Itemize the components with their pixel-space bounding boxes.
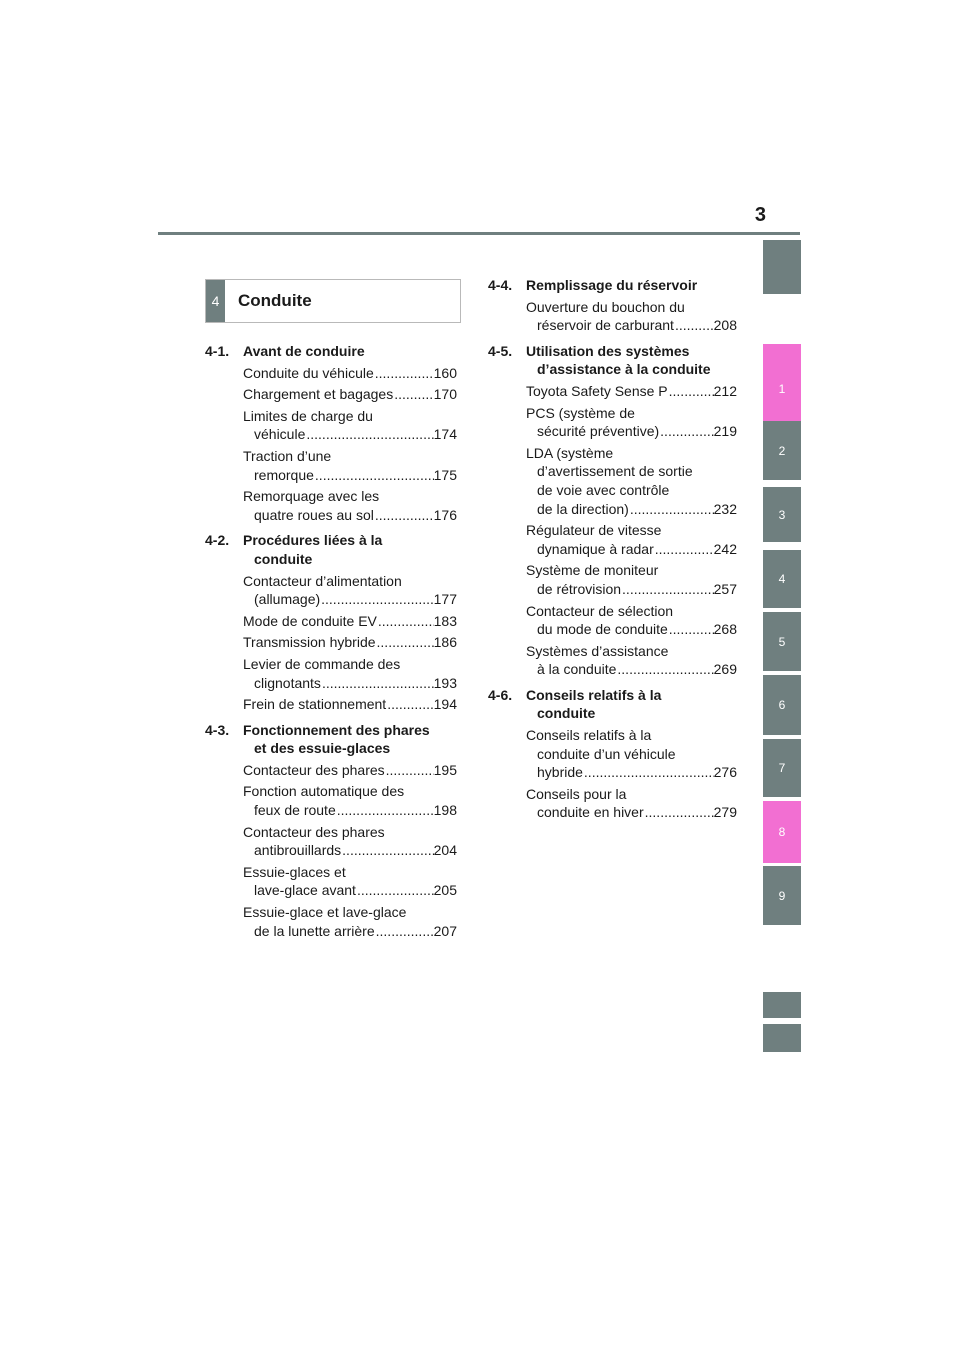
- chapter-heading[interactable]: [205, 531, 457, 568]
- toc-entry[interactable]: [205, 655, 457, 692]
- entry-text: à la conduite: [537, 661, 617, 678]
- dot-leader: [385, 761, 434, 780]
- page-number: 3: [754, 204, 766, 226]
- chapter-heading[interactable]: [488, 276, 737, 295]
- toc-entry[interactable]: [205, 903, 457, 940]
- entry-text-line: Traction d’une: [243, 447, 332, 464]
- dot-leader: [583, 763, 714, 782]
- toc-entry[interactable]: [205, 612, 457, 631]
- toc-entry[interactable]: [488, 382, 737, 401]
- entry-leader-line: [243, 841, 457, 860]
- toc-entry[interactable]: [488, 561, 737, 598]
- chapter-title-line: Utilisation des systèmes: [526, 342, 690, 359]
- entry-text: réservoir de carburant: [537, 317, 674, 334]
- entry-leader-line: [526, 580, 737, 599]
- entry-text: clignotants: [254, 674, 321, 691]
- dot-leader: [320, 590, 434, 609]
- toc-entry[interactable]: [205, 823, 457, 860]
- entry-text-line: conduite d’un véhicule: [537, 745, 676, 762]
- chapter-title-line: et des essuie-glaces: [254, 740, 391, 757]
- chapter-title-line: Conseils relatifs à la: [526, 686, 662, 703]
- section-header: [205, 279, 461, 323]
- chapter-tab-1[interactable]: 1: [763, 344, 801, 433]
- entry-text: du mode de conduite: [537, 621, 668, 638]
- dot-leader: [314, 466, 434, 485]
- dot-leader: [621, 580, 714, 599]
- entry-text: lave-glace avant: [254, 882, 356, 899]
- page-ref: 212: [713, 382, 737, 399]
- entry-leader-line: [526, 540, 737, 559]
- entry-leader-line: [243, 881, 457, 900]
- entry-leader-line: [243, 761, 457, 780]
- dot-leader: [644, 803, 714, 822]
- entry-text: remorque: [254, 466, 314, 483]
- entry-text: de la direction): [537, 500, 629, 517]
- toc-entry[interactable]: [205, 364, 457, 383]
- entry-text-line: Systèmes d’assistance: [526, 642, 669, 659]
- entry-leader-line: [243, 506, 457, 525]
- entry-leader-line: [243, 633, 457, 652]
- dot-leader: [374, 506, 434, 525]
- entry-text: conduite en hiver: [537, 804, 644, 821]
- toc-entry[interactable]: [488, 444, 737, 518]
- toc-entry[interactable]: [488, 785, 737, 822]
- chapter-heading[interactable]: [205, 721, 457, 758]
- dot-leader: [321, 674, 434, 693]
- entry-text: Toyota Safety Sense P: [526, 382, 668, 399]
- chapter-tab-5[interactable]: 5: [763, 612, 801, 671]
- chapter-tab-4[interactable]: 4: [763, 550, 801, 608]
- toc-entry[interactable]: [488, 298, 737, 335]
- page-ref: 276: [713, 764, 737, 781]
- entry-leader-line: [526, 316, 737, 335]
- toc-right-column: [488, 276, 737, 829]
- chapter-heading[interactable]: [205, 342, 457, 361]
- entry-text-line: Ouverture du bouchon du: [526, 298, 685, 315]
- page-ref: 194: [433, 696, 457, 713]
- dot-leader: [374, 364, 434, 383]
- page-ref: 176: [433, 506, 457, 523]
- entry-leader-line: [526, 382, 737, 401]
- entry-text-line: Conseils pour la: [526, 785, 627, 802]
- chapter-number: 4-3.: [205, 721, 230, 738]
- page-ref: 268: [713, 621, 737, 638]
- entry-text: feux de route: [254, 802, 336, 819]
- page-ref: 242: [713, 540, 737, 557]
- page-ref: 269: [713, 661, 737, 678]
- page-ref: 193: [433, 674, 457, 691]
- toc-entry[interactable]: [488, 521, 737, 558]
- entry-leader-line: [526, 500, 737, 519]
- dot-leader: [668, 382, 714, 401]
- toc-entry[interactable]: [488, 726, 737, 782]
- chapter-title-line: d’assistance à la conduite: [537, 361, 711, 378]
- toc-entry[interactable]: [488, 642, 737, 679]
- group-spacer: [205, 943, 457, 947]
- entry-text-line: d’avertissement de sortie: [537, 463, 693, 480]
- chapter-title-line: Avant de conduire: [243, 343, 365, 359]
- entry-text-line: Essuie-glace et lave-glace: [243, 904, 407, 921]
- entry-text-line: de voie avec contrôle: [537, 481, 670, 498]
- page-ref: 219: [713, 423, 737, 440]
- page-ref: 207: [433, 922, 457, 939]
- page-ref: 183: [433, 612, 457, 629]
- entry-leader-line: [243, 674, 457, 693]
- chapter-title-line: conduite: [254, 550, 313, 567]
- toc-entry[interactable]: [205, 695, 457, 714]
- chapter-tab-blank-11[interactable]: [763, 1024, 801, 1052]
- entry-text: (allumage): [254, 591, 321, 608]
- entry-text-line: Conseils relatifs à la: [526, 727, 652, 744]
- page-ref: 279: [713, 804, 737, 821]
- dot-leader: [668, 620, 714, 639]
- entry-text: Conduite du véhicule: [243, 364, 374, 381]
- chapter-number: 4-5.: [488, 342, 513, 359]
- chapter-tab-9[interactable]: 9: [763, 866, 801, 925]
- toc-left-column: [205, 342, 457, 947]
- entry-leader-line: [526, 763, 737, 782]
- toc-entry[interactable]: [205, 447, 457, 484]
- dot-leader: [375, 922, 434, 941]
- chapter-tab-blank-10[interactable]: [763, 992, 801, 1018]
- entry-text-line: Essuie-glaces et: [243, 863, 346, 880]
- dot-leader: [336, 801, 434, 820]
- entry-leader-line: [526, 660, 737, 679]
- group-spacer: [488, 825, 737, 829]
- entry-text-line: Contacteur de sélection: [526, 602, 674, 619]
- dot-leader: [674, 316, 714, 335]
- entry-text: antibrouillards: [254, 842, 342, 859]
- toc-entry[interactable]: [205, 633, 457, 652]
- chapter-tab-2[interactable]: 2: [763, 421, 801, 480]
- entry-leader-line: [243, 364, 457, 383]
- entry-text: hybride: [537, 764, 583, 781]
- dot-leader: [393, 385, 433, 404]
- page-ref: 160: [433, 364, 457, 381]
- dot-leader: [616, 660, 713, 679]
- chapter-title-line: Remplissage du réservoir: [526, 277, 698, 293]
- chapter-title-line: Procédures liées à la: [243, 532, 383, 549]
- chapter-tab-8[interactable]: 8: [763, 801, 801, 863]
- chapter-title-line: conduite: [537, 705, 596, 722]
- page-ref: 232: [713, 500, 737, 517]
- toc-entry[interactable]: [205, 572, 457, 609]
- toc-entry[interactable]: [205, 863, 457, 900]
- header-rule: [158, 232, 800, 235]
- entry-text-line: Fonction automatique des: [243, 783, 405, 800]
- entry-text-line: Régulateur de vitesse: [526, 522, 662, 539]
- entry-text: Contacteur des phares: [243, 761, 385, 778]
- entry-leader-line: [243, 612, 457, 631]
- chapter-number: 4-4.: [488, 277, 513, 293]
- entry-text-line: Contacteur des phares: [243, 823, 385, 840]
- chapter-tab-blank-0[interactable]: [763, 240, 801, 294]
- chapter-tab-7[interactable]: 7: [763, 739, 801, 797]
- entry-leader-line: [243, 590, 457, 609]
- dot-leader: [305, 425, 433, 444]
- section-number: 4: [206, 280, 225, 322]
- chapter-heading[interactable]: [488, 342, 737, 379]
- toc-entry[interactable]: [205, 385, 457, 404]
- entry-text: de rétrovision: [537, 580, 622, 597]
- page-ref: 208: [713, 317, 737, 334]
- chapter-number: 4-6.: [488, 686, 513, 703]
- entry-text: véhicule: [254, 426, 306, 443]
- entry-text: Transmission hybride: [243, 634, 376, 651]
- page-ref: 205: [433, 882, 457, 899]
- chapter-heading[interactable]: [488, 686, 737, 723]
- entry-leader-line: [243, 425, 457, 444]
- entry-text: de la lunette arrière: [254, 922, 375, 939]
- chapter-number: 4-2.: [205, 532, 230, 549]
- toc-entry[interactable]: [205, 761, 457, 780]
- chapter-tab-6[interactable]: 6: [763, 675, 801, 735]
- section-title: Conduite: [238, 291, 312, 310]
- page-ref: 204: [433, 842, 457, 859]
- entry-leader-line: [526, 422, 737, 441]
- entry-text-line: Système de moniteur: [526, 562, 659, 579]
- dot-leader: [386, 695, 433, 714]
- page-ref: 195: [433, 761, 457, 778]
- chapter-tab-3[interactable]: 3: [763, 487, 801, 542]
- entry-text-line: PCS (système de: [526, 404, 635, 421]
- entry-leader-line: [243, 922, 457, 941]
- entry-text: Frein de stationnement: [243, 696, 387, 713]
- toc-entry[interactable]: [205, 782, 457, 819]
- entry-text: sécurité préventive): [537, 423, 660, 440]
- entry-leader-line: [243, 801, 457, 820]
- page-ref: 177: [433, 591, 457, 608]
- toc-entry[interactable]: [488, 404, 737, 441]
- entry-text: Chargement et bagages: [243, 386, 394, 403]
- toc-entry[interactable]: [488, 602, 737, 639]
- page-ref: 170: [433, 386, 457, 403]
- entry-leader-line: [526, 803, 737, 822]
- entry-text: dynamique à radar: [537, 540, 654, 557]
- dot-leader: [377, 612, 434, 631]
- chapter-title-line: Fonctionnement des phares: [243, 721, 430, 738]
- toc-entry[interactable]: [205, 407, 457, 444]
- page-ref: 186: [433, 634, 457, 651]
- entry-text: quatre roues au sol: [254, 506, 374, 523]
- entry-leader-line: [526, 620, 737, 639]
- dot-leader: [341, 841, 433, 860]
- dot-leader: [376, 633, 434, 652]
- entry-text-line: LDA (système: [526, 444, 614, 461]
- entry-text-line: Remorquage avec les: [243, 488, 380, 505]
- chapter-number: 4-1.: [205, 343, 230, 359]
- page-ref: 175: [433, 466, 457, 483]
- page-ref: 257: [713, 580, 737, 597]
- page-ref: 174: [433, 426, 457, 443]
- dot-leader: [629, 500, 714, 519]
- dot-leader: [659, 422, 713, 441]
- dot-leader: [356, 881, 434, 900]
- entry-text-line: Contacteur d’alimentation: [243, 572, 402, 589]
- entry-text-line: Levier de commande des: [243, 655, 401, 672]
- entry-leader-line: [243, 385, 457, 404]
- entry-text-line: Limites de charge du: [243, 407, 373, 424]
- entry-leader-line: [243, 695, 457, 714]
- page-ref: 198: [433, 802, 457, 819]
- entry-leader-line: [243, 466, 457, 485]
- dot-leader: [654, 540, 714, 559]
- entry-text: Mode de conduite EV: [243, 612, 377, 629]
- toc-entry[interactable]: [205, 487, 457, 524]
